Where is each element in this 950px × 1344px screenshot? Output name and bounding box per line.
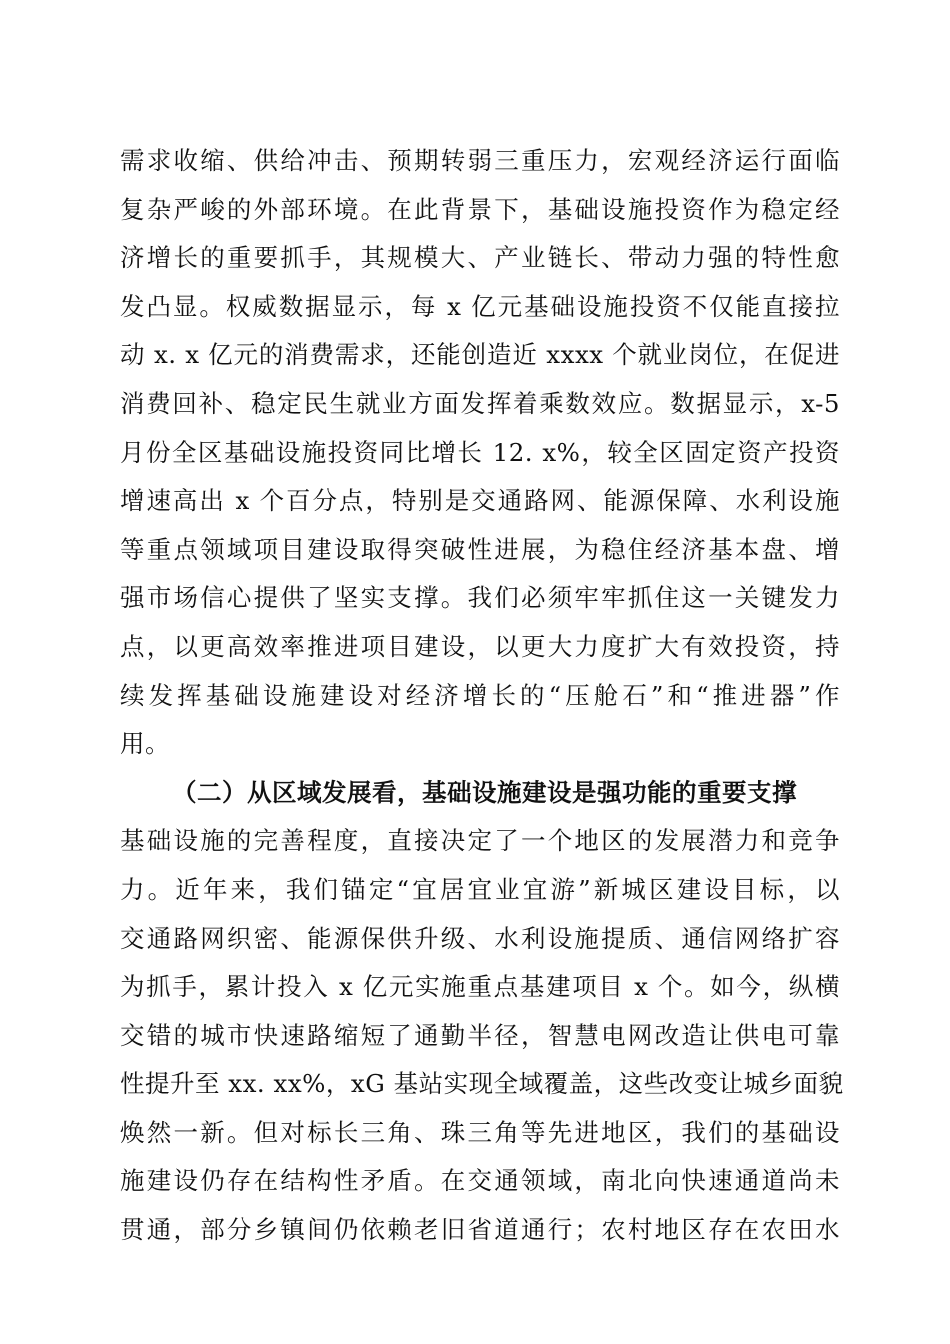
text-line: 强市场信心提供了坚实支撑。我们必须牢牢抓住这一关键发力 xyxy=(120,583,840,613)
text-line: 动 x. x 亿元的消费需求，还能创造近 xxxx 个就业岗位，在促进 xyxy=(120,340,840,370)
text-line: 焕然一新。但对标长三角、珠三角等先进地区，我们的基础设 xyxy=(120,1117,840,1147)
text-line: 用。 xyxy=(120,729,170,759)
text-line: 月份全区基础设施投资同比增长 12. x%，较全区固定资产投资 xyxy=(120,437,840,467)
text-line: 消费回补、稳定民生就业方面发挥着乘数效应。数据显示，x-5 xyxy=(120,388,840,418)
text-line: 交通路网织密、能源保供升级、水利设施提质、通信网络扩容 xyxy=(120,923,840,953)
text-line: 济增长的重要抓手，其规模大、产业链长、带动力强的特性愈 xyxy=(120,243,840,273)
text-line: 需求收缩、供给冲击、预期转弱三重压力，宏观经济运行面临 xyxy=(120,146,840,175)
text-line: 交错的城市快速路缩短了通勤半径，智慧电网改造让供电可靠 xyxy=(120,1020,840,1050)
text-line: 增速高出 x 个百分点，特别是交通路网、能源保障、水利设施 xyxy=(120,486,840,516)
text-line: 发凸显。权威数据显示，每 x 亿元基础设施投资不仅能直接拉 xyxy=(120,291,840,321)
text-line: 性提升至 xx. xx%，xG 基站实现全域覆盖，这些改变让城乡面貌 xyxy=(120,1069,844,1099)
text-line: 施建设仍存在结构性矛盾。在交通领域，南北向快速通道尚未 xyxy=(120,1166,840,1196)
text-line: 基础设施的完善程度，直接决定了一个地区的发展潜力和竞争 xyxy=(120,826,840,856)
text-line: 为抓手，累计投入 x 亿元实施重点基建项目 x 个。如今，纵横 xyxy=(120,972,840,1002)
text-line: 复杂严峻的外部环境。在此背景下，基础设施投资作为稳定经 xyxy=(120,194,840,224)
text-line: 力。近年来，我们锚定“宜居宜业宜游”新城区建设目标，以 xyxy=(120,874,840,904)
text-line: 续发挥基础设施建设对经济增长的“压舱石”和“推进器”作 xyxy=(120,680,840,710)
paragraph-economic-pressure xyxy=(120,137,844,1255)
text-line: 贯通，部分乡镇间仍依赖老旧省道通行；农村地区存在农田水 xyxy=(120,1215,840,1245)
section-heading: （二）从区域发展看，基础设施建设是强功能的重要支撑 xyxy=(172,777,797,807)
text-line: 点，以更高效率推进项目建设，以更大力度扩大有效投资，持 xyxy=(120,631,840,661)
text-line: 等重点领域项目建设取得突破性进展，为稳住经济基本盘、增 xyxy=(120,534,840,564)
